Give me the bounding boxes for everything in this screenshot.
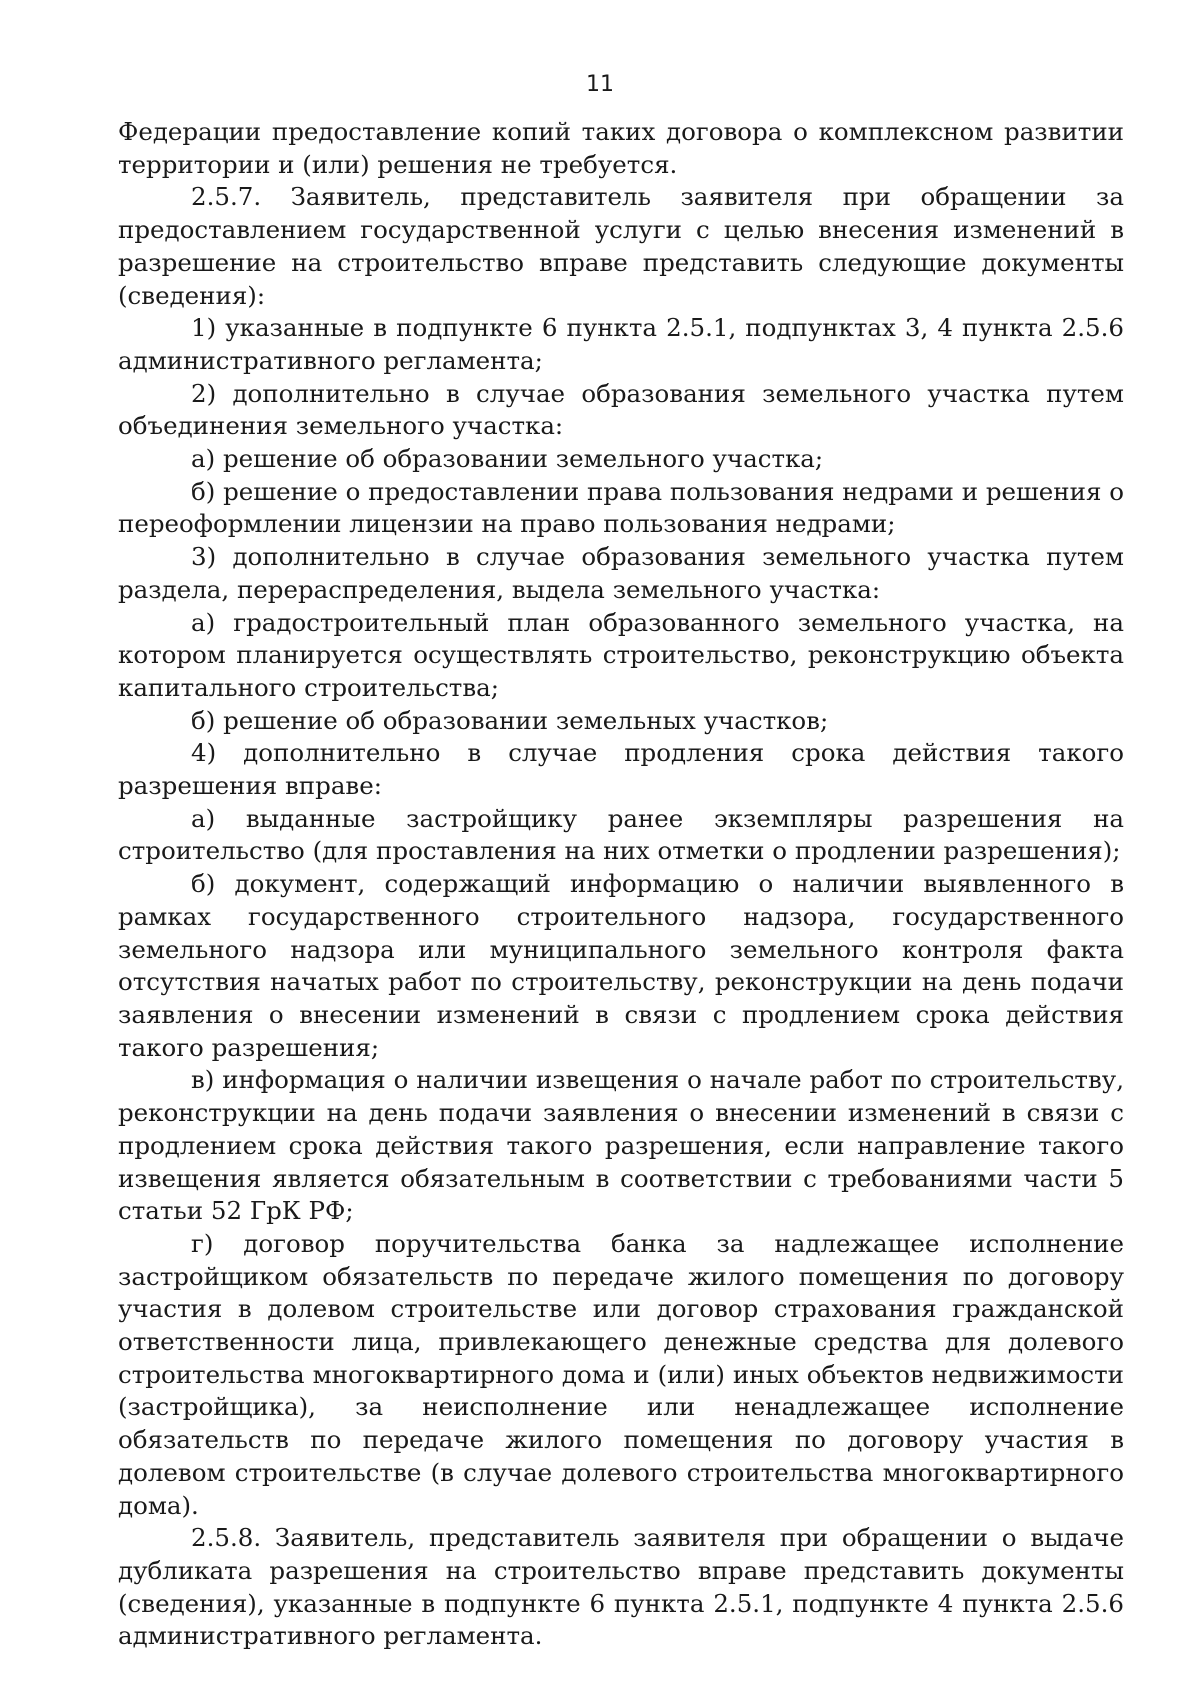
paragraph: 3) дополнительно в случае образования земельного участка путем раздела, перераспределения, выдела земельного участка: <box>118 542 1124 604</box>
document-body <box>118 116 1124 1653</box>
paragraph: 2.5.7. Заявитель, представитель заявителя при обращении за предоставлением государственной услуги с целью внесения изменений в разрешение на строительство вправе представить следующие документы (сведения): <box>118 182 1124 310</box>
page-number: 11 <box>586 72 614 97</box>
paragraph: в) информация о наличии извещения о начале работ по строительству, реконструкции на день подачи заявления о внесении изменений в связи с продлением срока действия такого разрешения, если направление такого извещения является обязательным в соответствии с требованиями части 5 статьи 52 ГрК РФ; <box>118 1065 1124 1226</box>
paragraph: 2.5.8. Заявитель, представитель заявителя при обращении о выдаче дубликата разрешения на строительство вправе представить документы (сведения), указанные в подпункте 6 пункта 2.5.1, подпункте 4 пункта 2.5.6 административного регламента. <box>118 1523 1124 1651</box>
paragraph: а) выданные застройщику ранее экземпляры разрешения на строительство (для проставления на них отметки о продлении разрешения); <box>118 803 1124 866</box>
paragraph: а) градостроительный план образованного земельного участка, на котором планируется осуществлять строительство, реконструкцию объекта капитального строительства; <box>118 607 1124 702</box>
paragraph: б) решение об образовании земельных участков; <box>191 705 829 735</box>
paragraph: б) документ, содержащий информацию о наличии выявленного в рамках государственного строительного надзора, государственного земельного надзора или муниципального земельного контроля факта отсутствия начатых работ по строительству, реконструкции на день подачи заявления о внесении изменений в связи с продлением срока действия такого разрешения; <box>118 869 1124 1062</box>
paragraph: Федерации предоставление копий таких договора о комплексном развитии территории и (или) решения не требуется. <box>118 117 1124 179</box>
paragraph: 4) дополнительно в случае продления срока действия такого разрешения вправе: <box>118 738 1124 801</box>
paragraph: б) решение о предоставлении права пользования недрами и решения о переоформлении лицензии на право пользования недрами; <box>118 476 1124 539</box>
paragraph: г) договор поручительства банка за надлежащее исполнение застройщиком обязательств по передаче жилого помещения по договору участия в долевом строительстве или договор страхования гражданской ответственности лица, привлекающего денежные средства для долевого строительства многоквартирного дома и (или) иных объектов недвижимости (застройщика), за неисполнение или ненадлежащее исполнение обязательств по передаче жилого помещения по договору участия в долевом строительстве (в случае долевого строительства многоквартирного дома). <box>118 1228 1124 1520</box>
paragraph: 2) дополнительно в случае образования земельного участка путем объединения земельного участка: <box>118 378 1124 441</box>
paragraph: а) решение об образовании земельного участка; <box>191 444 824 474</box>
paragraph: 1) указанные в подпункте 6 пункта 2.5.1, подпунктах 3, 4 пункта 2.5.6 административного регламента; <box>118 313 1124 375</box>
